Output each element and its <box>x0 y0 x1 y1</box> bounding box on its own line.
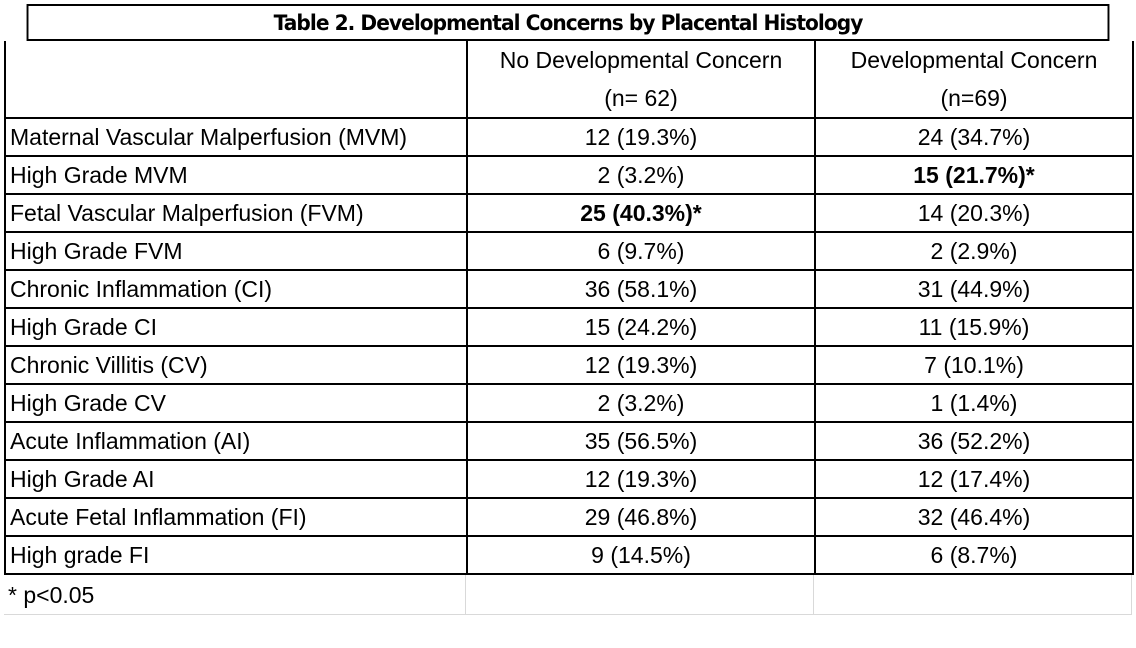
row-label-cell[interactable]: High Grade MVM <box>5 156 467 194</box>
row-label-cell[interactable]: High Grade CI <box>5 308 467 346</box>
concern-value-cell[interactable]: 2 (2.9%) <box>815 232 1133 270</box>
header-no-concern-count: (n= 62) <box>604 85 678 111</box>
table-row <box>5 232 1133 270</box>
table-row <box>5 194 1133 232</box>
concern-value-cell[interactable]: 11 (15.9%) <box>815 308 1133 346</box>
row-label-cell[interactable]: High Grade FVM <box>5 232 467 270</box>
data-table <box>4 41 1134 575</box>
header-concern-label: Developmental Concern <box>850 47 1098 73</box>
no-concern-value-cell[interactable]: 15 (24.2%) <box>467 308 815 346</box>
empty-cell[interactable] <box>814 575 1132 615</box>
row-label-cell[interactable]: High Grade AI <box>5 460 467 498</box>
spreadsheet <box>4 4 1132 615</box>
row-label-cell[interactable]: Maternal Vascular Malperfusion (MVM) <box>5 118 467 156</box>
concern-value-cell[interactable]: 24 (34.7%) <box>815 118 1133 156</box>
concern-value-cell[interactable]: 1 (1.4%) <box>815 384 1133 422</box>
table-row <box>5 156 1133 194</box>
concern-value-cell[interactable]: 15 (21.7%)* <box>815 156 1133 194</box>
no-concern-value-cell[interactable]: 2 (3.2%) <box>467 384 815 422</box>
table-row <box>5 536 1133 574</box>
row-label-cell[interactable]: High Grade CV <box>5 384 467 422</box>
row-label-cell[interactable]: High grade FI <box>5 536 467 574</box>
row-label-cell[interactable]: Chronic Villitis (CV) <box>5 346 467 384</box>
concern-value-cell[interactable]: 36 (52.2%) <box>815 422 1133 460</box>
table-row <box>5 498 1133 536</box>
table-row <box>5 346 1133 384</box>
table-title[interactable]: Table 2. Developmental Concerns by Placental Histology <box>27 4 1110 41</box>
header-no-concern-label: No Developmental Concern <box>499 47 783 73</box>
header-cell-empty[interactable] <box>5 41 467 118</box>
no-concern-value-cell[interactable]: 2 (3.2%) <box>467 156 815 194</box>
no-concern-value-cell[interactable]: 12 (19.3%) <box>467 118 815 156</box>
concern-value-cell[interactable]: 32 (46.4%) <box>815 498 1133 536</box>
no-concern-value-cell[interactable]: 6 (9.7%) <box>467 232 815 270</box>
no-concern-value-cell[interactable]: 36 (58.1%) <box>467 270 815 308</box>
row-label-cell[interactable]: Fetal Vascular Malperfusion (FVM) <box>5 194 467 232</box>
concern-value-cell[interactable]: 6 (8.7%) <box>815 536 1133 574</box>
row-label-cell[interactable]: Acute Fetal Inflammation (FI) <box>5 498 467 536</box>
header-row <box>5 41 1133 118</box>
concern-value-cell[interactable]: 31 (44.9%) <box>815 270 1133 308</box>
row-label-cell[interactable]: Acute Inflammation (AI) <box>5 422 467 460</box>
no-concern-value-cell[interactable]: 12 (19.3%) <box>467 346 815 384</box>
table-row <box>5 118 1133 156</box>
header-concern-count: (n=69) <box>940 85 1008 111</box>
empty-cell[interactable] <box>466 575 814 615</box>
table-row <box>5 270 1133 308</box>
concern-value-cell[interactable]: 14 (20.3%) <box>815 194 1133 232</box>
table-row <box>5 308 1133 346</box>
concern-value-cell[interactable]: 7 (10.1%) <box>815 346 1133 384</box>
table-row <box>5 460 1133 498</box>
no-concern-value-cell[interactable]: 25 (40.3%)* <box>467 194 815 232</box>
row-label-cell[interactable]: Chronic Inflammation (CI) <box>5 270 467 308</box>
footnote-cell[interactable]: * p<0.05 <box>4 575 466 615</box>
concern-value-cell[interactable]: 12 (17.4%) <box>815 460 1133 498</box>
no-concern-value-cell[interactable]: 35 (56.5%) <box>467 422 815 460</box>
header-no-concern[interactable] <box>467 41 815 118</box>
no-concern-value-cell[interactable]: 29 (46.8%) <box>467 498 815 536</box>
no-concern-value-cell[interactable]: 9 (14.5%) <box>467 536 815 574</box>
table-row <box>5 384 1133 422</box>
header-concern[interactable] <box>815 41 1133 118</box>
no-concern-value-cell[interactable]: 12 (19.3%) <box>467 460 815 498</box>
table-row <box>5 422 1133 460</box>
footer-row <box>4 575 1132 615</box>
